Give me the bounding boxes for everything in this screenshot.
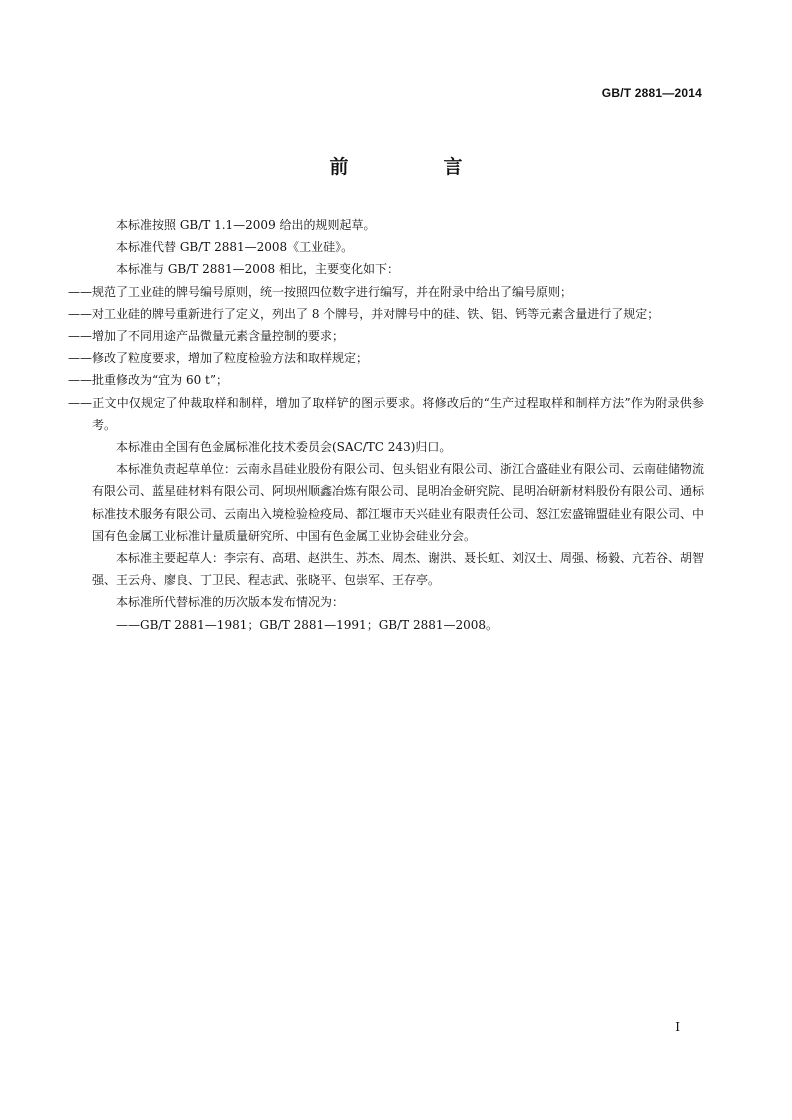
change-item-batch-weight: ——批重修改为“宜为 60 t”； [68, 373, 228, 388]
paragraph-changes-intro: 本标准与 GB/T 2881—2008 相比，主要变化如下： [116, 262, 399, 277]
page-title: 前 言 [329, 156, 501, 178]
paragraph-committee: 本标准由全国有色金属标准化技术委员会(SAC/TC 243)归口。 [116, 440, 452, 455]
change-item-particle-size: ——修改了粒度要求，增加了粒度检验方法和取样规定； [68, 351, 369, 366]
paragraph-drafting-units: 本标准负责起草单位：云南永昌硅业股份有限公司、包头铝业有限公司、浙江合盛硅业有限公司、云南硅储物流有限公司、蓝星硅材料有限公司、阿坝州顺鑫冶炼有限公司、昆明冶金研究院、昆明冶研新材料股份有限公司、通标标准技术服务有限公司、云南出入境检验检疫局、都江堰市天兴硅业有限责任公司、怒江宏盛锦盟硅业有限公司、中国有色金属工业标准计量质量研究所、中国有色金属工业协会硅业分会。 [92, 462, 705, 543]
history-item-versions: ——GB/T 2881—1981；GB/T 2881—1991；GB/T 2881—2008。 [116, 617, 499, 632]
paragraph-history-intro: 本标准所代替标准的历次版本发布情况为： [116, 595, 345, 610]
paragraph-drafters: 本标准主要起草人：李宗有、高珺、赵洪生、苏杰、周杰、谢洪、聂长虹、刘汉士、周强、杨毅、亢若谷、胡智强、王云舟、廖良、丁卫民、程志武、张晓平、包崇军、王存亭。 [92, 551, 705, 588]
foreword-body [68, 214, 705, 636]
page-number: I [675, 1020, 680, 1034]
paragraph-drafting-rules: 本标准按照 GB/T 1.1—2009 给出的规则起草。 [116, 218, 376, 232]
change-item-grade-definition: ——对工业硅的牌号重新进行了定义，列出了 8 个牌号，并对牌号中的硅、铁、铝、钙等元素含量进行了规定； [68, 306, 660, 321]
change-item-grade-numbering: ——规范了工业硅的牌号编号原则，统一按照四位数字进行编写，并在附录中给出了编号原则； [68, 284, 573, 299]
change-item-trace-elements: ——增加了不同用途产品微量元素含量控制的要求； [68, 329, 345, 344]
standard-code: GB/T 2881—2014 [601, 86, 702, 100]
paragraph-replaces: 本标准代替 GB/T 2881—2008《工业硅》。 [116, 240, 354, 255]
change-item-sampling: ——正文中仅规定了仲裁取样和制样，增加了取样铲的图示要求。将修改后的“生产过程取样和制样方法”作为附录供参考。 [68, 395, 704, 432]
